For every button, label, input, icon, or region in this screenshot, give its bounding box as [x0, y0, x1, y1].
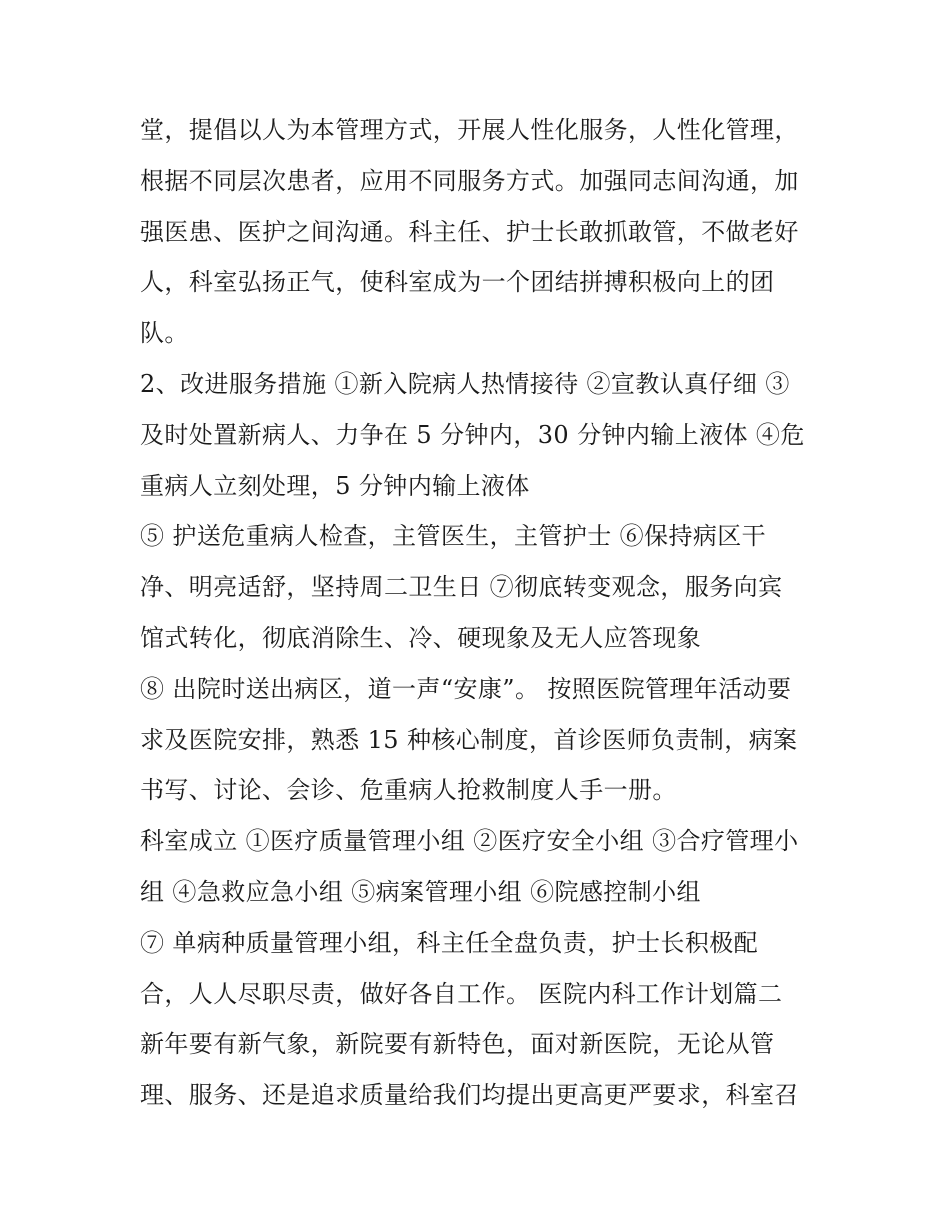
text-line: 合，人人尽职尽责，做好各自工作。 医院内科工作计划篇二 [140, 979, 783, 1008]
text-line: 书写、讨论、会诊、危重病人抢救制度人手一册。 [140, 776, 677, 805]
text-line: 强医患、医护之间沟通。科主任、护士长敢抓敢管，不做老好 [140, 217, 799, 246]
text-line: 重病人立刻处理，5 分钟内输上液体 [140, 471, 530, 500]
text-line: 队。 [140, 319, 189, 348]
text-line: 馆式转化，彻底消除生、冷、硬现象及无人应答现象 [140, 623, 702, 652]
body-text [140, 105, 830, 1121]
text-line: 堂，提倡以人为本管理方式，开展人性化服务，人性化管理， [140, 116, 799, 144]
text-line: 新年要有新气象，新院要有新特色，面对新医院，无论从管 [140, 1030, 775, 1059]
text-line: 科室成立 ①医疗质量管理小组 ②医疗安全小组 ③合疗管理小 [140, 827, 799, 856]
text-line: 2、改进服务措施 ①新入院病人热情接待 ②宣教认真仔细 ③ [140, 369, 790, 398]
text-line: ⑦ 单病种质量管理小组，科主任全盘负责，护士长积极配 [140, 928, 759, 957]
text-line: 求及医院安排，熟悉 15 种核心制度，首诊医师负责制，病案 [140, 725, 798, 754]
text-line: 人，科室弘扬正气，使科室成为一个团结拼搏积极向上的团 [140, 268, 775, 297]
text-line: ⑤ 护送危重病人检查，主管医生，主管护士 ⑥保持病区干 [140, 522, 767, 551]
text-line: 组 ④急救应急小组 ⑤病案管理小组 ⑥院感控制小组 [140, 877, 701, 906]
text-line: 净、明亮适舒，坚持周二卫生日 ⑦彻底转变观念，服务向宾 [140, 573, 783, 602]
text-line: ⑧ 出院时送出病区，道一声“安康”。 按照医院管理年活动要 [140, 674, 792, 703]
text-line: 及时处置新病人、力争在 5 分钟内，30 分钟内输上液体 ④危 [140, 420, 805, 449]
text-line: 理、服务、还是追求质量给我们均提出更高更严要求，科室召 [140, 1081, 799, 1110]
text-line: 根据不同层次患者，应用不同服务方式。加强同志间沟通，加 [140, 166, 799, 195]
